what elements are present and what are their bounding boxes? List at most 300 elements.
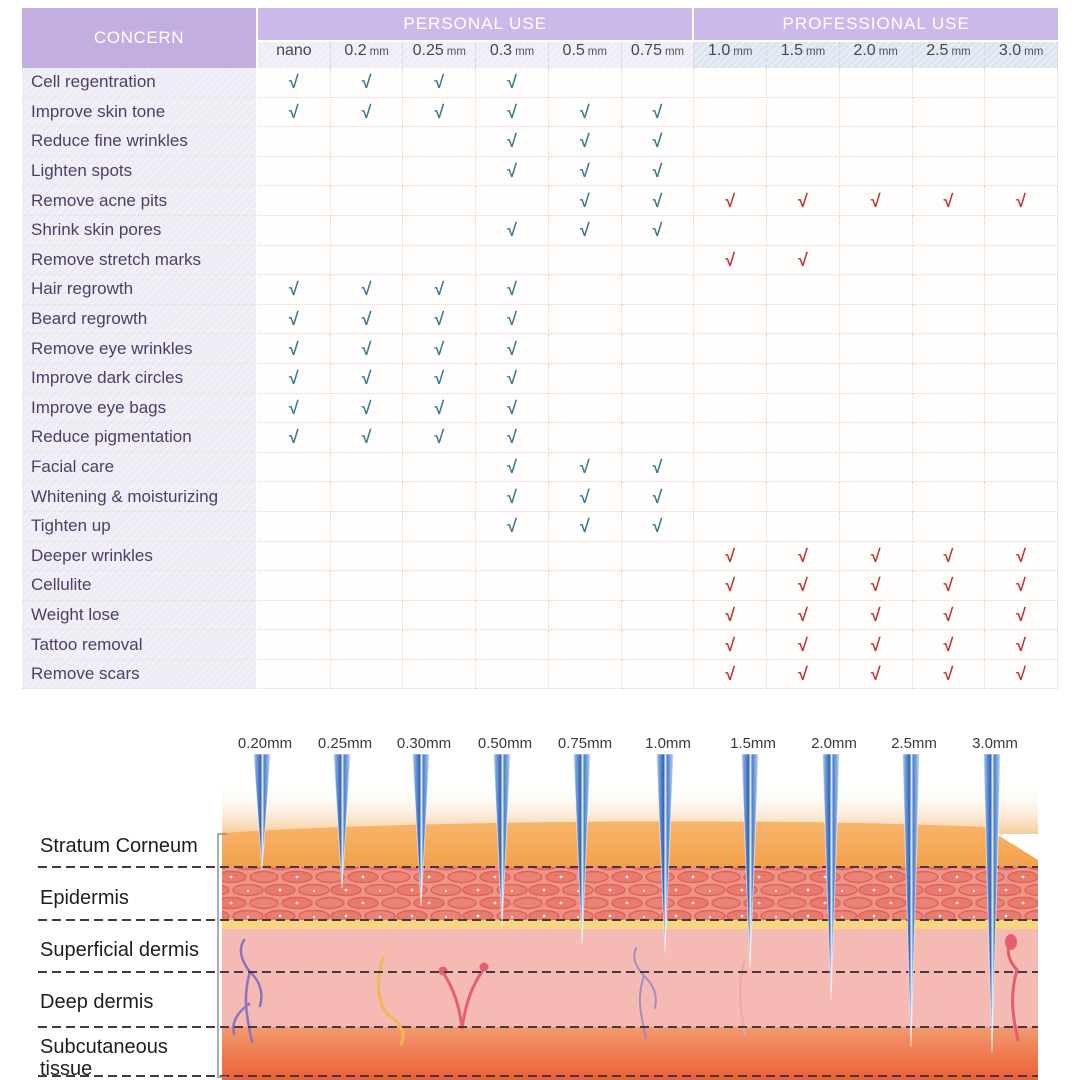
check-cell (694, 571, 767, 601)
check-cell (258, 305, 331, 335)
personal-check-icon: √ (579, 486, 590, 507)
professional-check-icon: √ (725, 249, 736, 270)
concern-label: Remove stretch marks (22, 246, 258, 276)
check-cell (840, 98, 913, 128)
check-cell (258, 571, 331, 601)
check-cell (694, 660, 767, 690)
personal-check-icon: √ (288, 397, 299, 418)
professional-check-icon: √ (1016, 190, 1027, 211)
check-cell (258, 423, 331, 453)
check-cell (258, 127, 331, 157)
check-cell (694, 601, 767, 631)
check-cell (403, 334, 476, 364)
check-cell (622, 482, 695, 512)
check-cell (258, 660, 331, 690)
check-cell (476, 186, 549, 216)
column-header-0-25: 0.25 mm (403, 42, 476, 68)
professional-check-icon: √ (1016, 575, 1027, 596)
concern-label: Facial care (22, 453, 258, 483)
check-cell (985, 571, 1058, 601)
check-cell (549, 512, 622, 542)
check-cell (549, 482, 622, 512)
check-cell (985, 394, 1058, 424)
check-cell (913, 571, 986, 601)
check-cell (476, 660, 549, 690)
check-cell (767, 571, 840, 601)
table-row (22, 394, 1058, 424)
concern-label: Beard regrowth (22, 305, 258, 335)
concern-label: Improve eye bags (22, 394, 258, 424)
check-cell (767, 601, 840, 631)
check-cell (331, 216, 404, 246)
table-row (22, 482, 1058, 512)
personal-check-icon: √ (652, 131, 663, 152)
professional-check-icon: √ (943, 545, 954, 566)
check-cell (985, 364, 1058, 394)
check-cell (403, 364, 476, 394)
check-cell (985, 157, 1058, 187)
column-header-0-3: 0.3 mm (476, 42, 549, 68)
professional-check-icon: √ (798, 634, 808, 655)
personal-check-icon: √ (288, 72, 299, 93)
column-header-1-5: 1.5 mm (767, 42, 840, 68)
table-row (22, 127, 1058, 157)
concern-label: Shrink skin pores (22, 216, 258, 246)
check-cell (694, 216, 767, 246)
personal-check-icon: √ (507, 457, 517, 478)
check-cell (840, 571, 913, 601)
check-cell (767, 512, 840, 542)
concern-label: Tattoo removal (22, 630, 258, 660)
needle-size-labels (238, 735, 1018, 752)
check-cell (258, 157, 331, 187)
check-cell (767, 216, 840, 246)
table-row (22, 364, 1058, 394)
personal-check-icon: √ (288, 101, 299, 122)
personal-check-icon: √ (507, 397, 517, 418)
check-cell (258, 453, 331, 483)
concern-label: Deeper wrinkles (22, 542, 258, 572)
check-cell (476, 394, 549, 424)
check-cell (549, 216, 622, 246)
check-cell (258, 275, 331, 305)
table-row (22, 246, 1058, 276)
check-cell (403, 571, 476, 601)
check-cell (694, 157, 767, 187)
usage-table (22, 8, 1058, 689)
personal-check-icon: √ (434, 338, 445, 359)
professional-check-icon: √ (943, 634, 954, 655)
check-cell (476, 157, 549, 187)
check-cell (476, 127, 549, 157)
check-cell (840, 186, 913, 216)
check-cell (403, 601, 476, 631)
check-cell (622, 364, 695, 394)
subcutaneous-layer (222, 1027, 1038, 1080)
check-cell (913, 601, 986, 631)
check-cell (767, 275, 840, 305)
check-cell (476, 453, 549, 483)
check-cell (549, 601, 622, 631)
check-cell (767, 482, 840, 512)
check-cell (622, 68, 695, 98)
column-header-1-0: 1.0 mm (694, 42, 767, 68)
check-cell (985, 275, 1058, 305)
check-cell (622, 394, 695, 424)
personal-check-icon: √ (507, 220, 517, 241)
table-row (22, 275, 1058, 305)
check-cell (694, 453, 767, 483)
check-cell (549, 334, 622, 364)
check-cell (694, 186, 767, 216)
check-cell (694, 305, 767, 335)
check-cell (403, 482, 476, 512)
check-cell (767, 127, 840, 157)
check-cell (331, 364, 404, 394)
professional-check-icon: √ (870, 575, 881, 596)
check-cell (985, 630, 1058, 660)
personal-check-icon: √ (652, 190, 663, 211)
check-cell (985, 601, 1058, 631)
personal-check-icon: √ (361, 72, 372, 93)
check-cell (549, 453, 622, 483)
professional-check-icon: √ (798, 604, 808, 625)
check-cell (549, 305, 622, 335)
needle-size-label: 0.25mm (317, 735, 373, 752)
check-cell (622, 186, 695, 216)
professional-check-icon: √ (870, 190, 881, 211)
personal-check-icon: √ (579, 516, 590, 537)
personal-check-icon: √ (652, 101, 663, 122)
professional-check-icon: √ (725, 664, 736, 685)
check-cell (331, 394, 404, 424)
needle-size-label: 1.5mm (730, 735, 776, 752)
check-cell (549, 68, 622, 98)
check-cell (913, 334, 986, 364)
concern-label: Tighten up (22, 512, 258, 542)
table-header (22, 8, 1058, 68)
professional-check-icon: √ (798, 249, 808, 270)
check-cell (549, 275, 622, 305)
concern-label: Reduce fine wrinkles (22, 127, 258, 157)
personal-check-icon: √ (361, 368, 372, 389)
check-cell (258, 246, 331, 276)
personal-check-icon: √ (434, 309, 445, 330)
check-cell (476, 216, 549, 246)
needle-size-label: 0.50mm (477, 735, 533, 752)
check-cell (403, 453, 476, 483)
check-cell (403, 542, 476, 572)
table-body (22, 68, 1058, 689)
check-cell (767, 660, 840, 690)
check-cell (767, 68, 840, 98)
professional-check-icon: √ (798, 190, 808, 211)
check-cell (694, 364, 767, 394)
check-cell (258, 394, 331, 424)
check-cell (258, 98, 331, 128)
personal-check-icon: √ (507, 131, 517, 152)
check-cell (913, 660, 986, 690)
check-cell (258, 186, 331, 216)
check-cell (840, 364, 913, 394)
personal-check-icon: √ (507, 516, 517, 537)
personal-check-icon: √ (288, 338, 299, 359)
check-cell (258, 334, 331, 364)
check-cell (403, 216, 476, 246)
check-cell (331, 305, 404, 335)
check-cell (403, 246, 476, 276)
check-cell (403, 630, 476, 660)
check-cell (767, 423, 840, 453)
check-cell (840, 453, 913, 483)
check-cell (840, 216, 913, 246)
personal-use-header: PERSONAL USE (258, 8, 694, 42)
column-header-0-75: 0.75 mm (622, 42, 695, 68)
check-cell (549, 394, 622, 424)
check-cell (622, 542, 695, 572)
check-cell (331, 157, 404, 187)
personal-check-icon: √ (434, 72, 445, 93)
check-cell (331, 482, 404, 512)
check-cell (622, 571, 695, 601)
check-cell (767, 334, 840, 364)
professional-use-header: PROFESSIONAL USE (694, 8, 1058, 42)
professional-check-icon: √ (725, 190, 736, 211)
personal-check-icon: √ (361, 427, 372, 448)
check-cell (622, 630, 695, 660)
check-cell (403, 186, 476, 216)
personal-check-icon: √ (434, 279, 445, 300)
check-cell (913, 186, 986, 216)
check-cell (403, 394, 476, 424)
personal-check-icon: √ (507, 427, 517, 448)
check-cell (913, 364, 986, 394)
check-cell (985, 423, 1058, 453)
column-header-2-5: 2.5 mm (913, 42, 986, 68)
check-cell (840, 512, 913, 542)
personal-check-icon: √ (288, 427, 299, 448)
concern-header: CONCERN (22, 8, 258, 68)
personal-check-icon: √ (652, 220, 663, 241)
personal-check-icon: √ (507, 279, 517, 300)
table-row (22, 186, 1058, 216)
personal-check-icon: √ (507, 368, 517, 389)
check-cell (476, 68, 549, 98)
check-cell (767, 186, 840, 216)
check-cell (767, 98, 840, 128)
concern-label: Improve skin tone (22, 98, 258, 128)
personal-check-icon: √ (507, 486, 517, 507)
check-cell (258, 364, 331, 394)
personal-check-icon: √ (361, 338, 372, 359)
check-cell (985, 127, 1058, 157)
check-cell (985, 542, 1058, 572)
check-cell (985, 660, 1058, 690)
personal-check-icon: √ (579, 190, 590, 211)
check-cell (549, 423, 622, 453)
personal-check-icon: √ (434, 368, 445, 389)
professional-check-icon: √ (870, 634, 881, 655)
check-cell (840, 127, 913, 157)
table-row (22, 423, 1058, 453)
check-cell (913, 394, 986, 424)
check-cell (767, 630, 840, 660)
needle-size-label: 0.75mm (557, 735, 613, 752)
personal-check-icon: √ (579, 101, 590, 122)
needle-size-label: 3.0mm (972, 735, 1018, 752)
check-cell (549, 364, 622, 394)
professional-check-icon: √ (798, 664, 808, 685)
check-cell (622, 660, 695, 690)
personal-check-icon: √ (361, 279, 372, 300)
check-cell (694, 246, 767, 276)
check-cell (767, 305, 840, 335)
check-cell (767, 364, 840, 394)
professional-check-icon: √ (943, 190, 954, 211)
layer-label: Subcutaneous tissue (40, 1036, 168, 1080)
table-row (22, 68, 1058, 98)
table-row (22, 334, 1058, 364)
professional-check-icon: √ (870, 545, 881, 566)
concern-label: Cellulite (22, 571, 258, 601)
check-cell (622, 305, 695, 335)
check-cell (476, 601, 549, 631)
check-cell (913, 127, 986, 157)
professional-check-icon: √ (943, 664, 954, 685)
check-cell (913, 246, 986, 276)
check-cell (622, 98, 695, 128)
concern-label: Lighten spots (22, 157, 258, 187)
check-cell (913, 157, 986, 187)
check-cell (985, 246, 1058, 276)
check-cell (476, 423, 549, 453)
check-cell (549, 571, 622, 601)
check-cell (622, 512, 695, 542)
personal-check-icon: √ (652, 486, 663, 507)
check-cell (694, 68, 767, 98)
check-cell (476, 364, 549, 394)
personal-check-icon: √ (579, 457, 590, 478)
check-cell (258, 601, 331, 631)
professional-check-icon: √ (725, 575, 736, 596)
column-header-0-5: 0.5 mm (549, 42, 622, 68)
personal-check-icon: √ (434, 427, 445, 448)
check-cell (331, 512, 404, 542)
check-cell (403, 512, 476, 542)
check-cell (403, 98, 476, 128)
check-cell (767, 246, 840, 276)
check-cell (403, 157, 476, 187)
check-cell (331, 453, 404, 483)
check-cell (403, 305, 476, 335)
check-cell (694, 423, 767, 453)
table-row (22, 305, 1058, 335)
check-cell (840, 394, 913, 424)
check-cell (767, 394, 840, 424)
professional-check-icon: √ (798, 575, 808, 596)
check-cell (913, 453, 986, 483)
check-cell (622, 601, 695, 631)
check-cell (694, 127, 767, 157)
check-cell (767, 157, 840, 187)
check-cell (840, 542, 913, 572)
concern-label: Hair regrowth (22, 275, 258, 305)
personal-check-icon: √ (652, 457, 663, 478)
check-cell (767, 542, 840, 572)
check-cell (331, 275, 404, 305)
personal-check-icon: √ (288, 309, 299, 330)
concern-label: Remove scars (22, 660, 258, 690)
personal-check-icon: √ (507, 72, 517, 93)
check-cell (549, 630, 622, 660)
concern-label: Whitening & moisturizing (22, 482, 258, 512)
personal-check-icon: √ (507, 309, 517, 330)
personal-check-icon: √ (579, 220, 590, 241)
personal-check-icon: √ (434, 101, 445, 122)
table-row (22, 98, 1058, 128)
personal-check-icon: √ (361, 397, 372, 418)
professional-check-icon: √ (725, 545, 736, 566)
check-cell (913, 542, 986, 572)
check-cell (840, 423, 913, 453)
check-cell (331, 98, 404, 128)
check-cell (767, 453, 840, 483)
check-cell (840, 482, 913, 512)
check-cell (403, 660, 476, 690)
concern-label: Cell regentration (22, 68, 258, 98)
check-cell (985, 512, 1058, 542)
check-cell (476, 482, 549, 512)
professional-check-icon: √ (798, 545, 808, 566)
check-cell (622, 423, 695, 453)
check-cell (985, 186, 1058, 216)
check-cell (694, 394, 767, 424)
personal-check-icon: √ (652, 161, 663, 182)
check-cell (694, 482, 767, 512)
check-cell (549, 660, 622, 690)
check-cell (840, 305, 913, 335)
table-row (22, 601, 1058, 631)
check-cell (476, 334, 549, 364)
check-cell (622, 275, 695, 305)
table-row (22, 571, 1058, 601)
personal-check-icon: √ (361, 309, 372, 330)
column-header-3-0: 3.0 mm (985, 42, 1058, 68)
professional-check-icon: √ (870, 604, 881, 625)
check-cell (694, 334, 767, 364)
check-cell (258, 542, 331, 572)
check-cell (622, 127, 695, 157)
column-header-nano: nano (258, 42, 331, 68)
check-cell (476, 542, 549, 572)
check-cell (913, 305, 986, 335)
professional-check-icon: √ (1016, 634, 1027, 655)
check-cell (913, 512, 986, 542)
column-header-2-0: 2.0 mm (840, 42, 913, 68)
check-cell (549, 542, 622, 572)
professional-check-icon: √ (1016, 664, 1027, 685)
table-row (22, 216, 1058, 246)
check-cell (331, 246, 404, 276)
professional-check-icon: √ (1016, 545, 1027, 566)
table-row (22, 453, 1058, 483)
check-cell (985, 334, 1058, 364)
check-cell (258, 512, 331, 542)
layer-label: Deep dermis (40, 991, 154, 1013)
check-cell (476, 305, 549, 335)
check-cell (476, 571, 549, 601)
personal-check-icon: √ (507, 161, 517, 182)
